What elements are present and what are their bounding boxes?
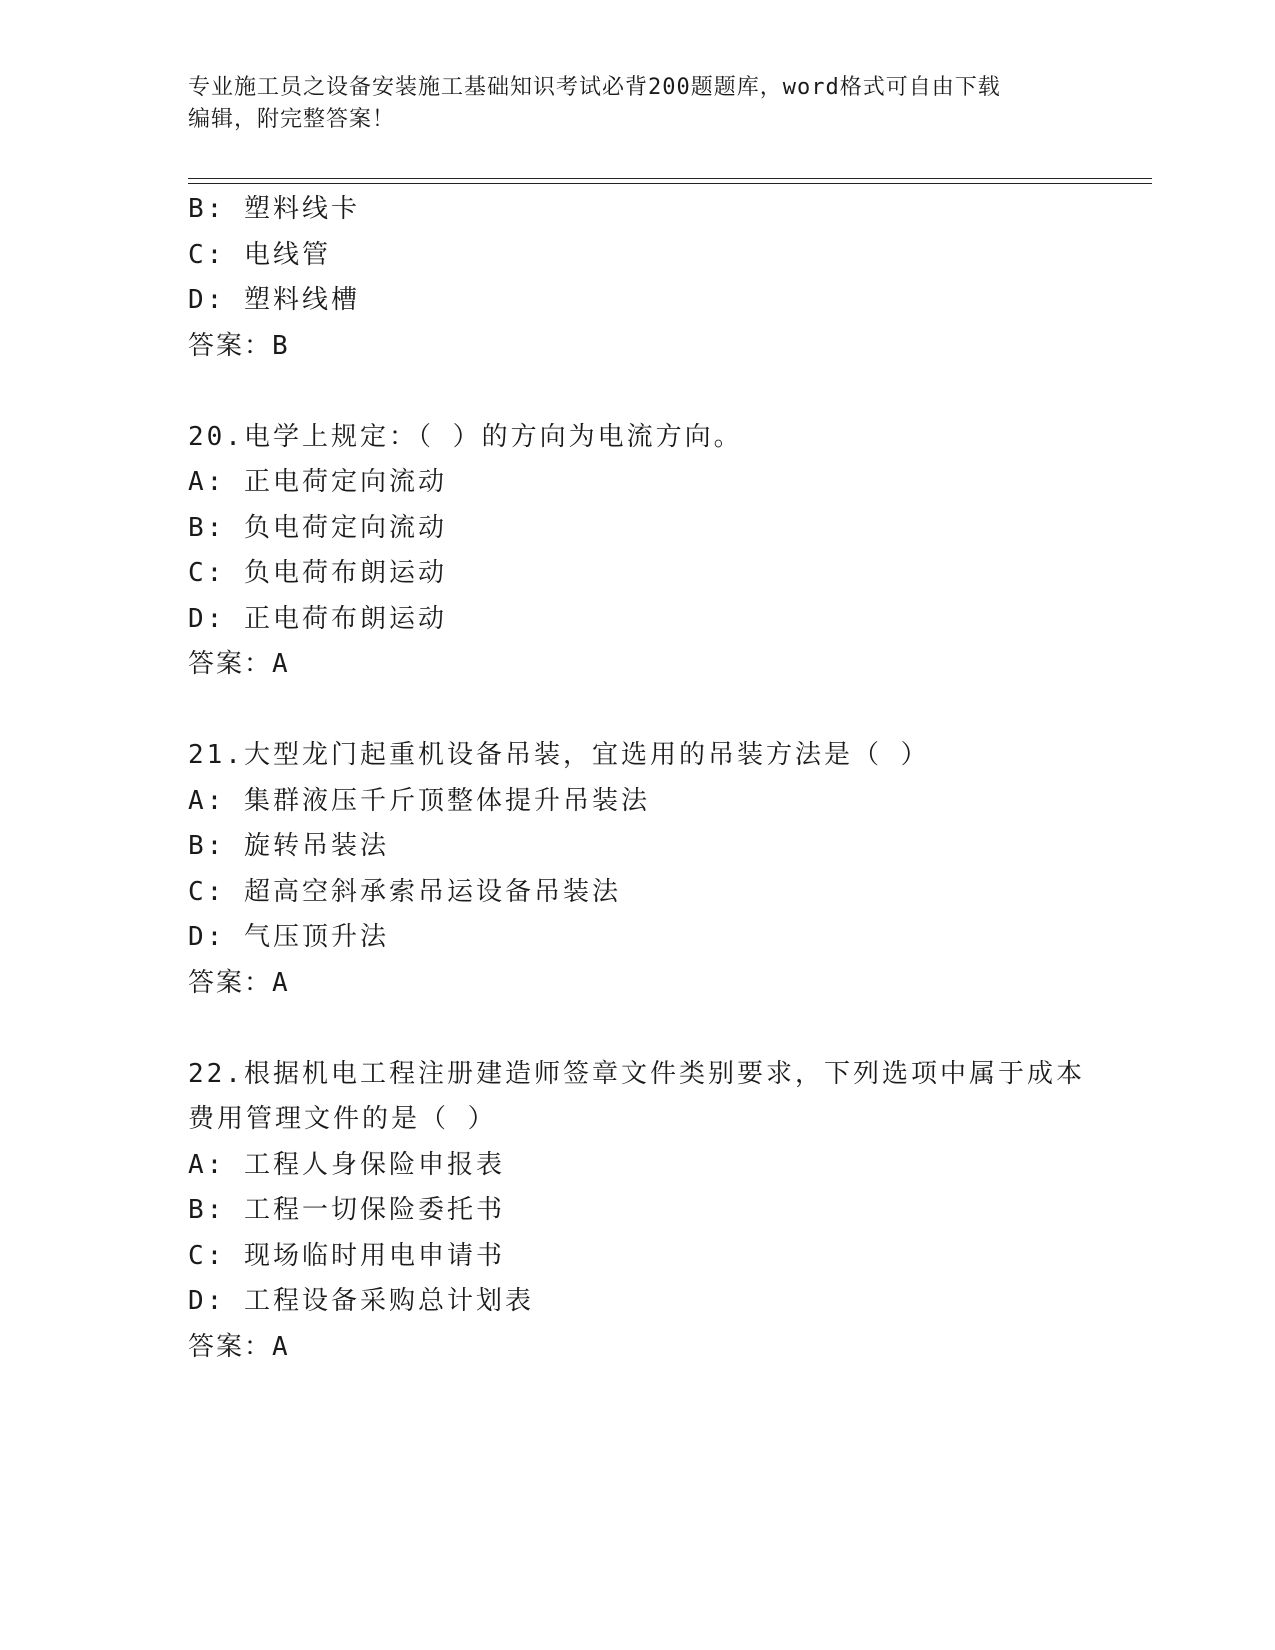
q22-option-b: B: 工程一切保险委托书 (188, 1195, 505, 1225)
document-body (188, 187, 1088, 1370)
q22-option-a: A: 工程人身保险申报表 (188, 1149, 505, 1180)
spacer (188, 369, 1088, 415)
q20-option-b: B: 负电荷定向流动 (188, 512, 447, 543)
question-21-block (188, 733, 1088, 1006)
q22-answer: 答案：A (188, 1331, 290, 1362)
q20-option-a: A: 正电荷定向流动 (188, 467, 447, 497)
q22-question-line-1: 22.根据机电工程注册建造师签章文件类别要求，下列选项中属于成本 (188, 1058, 1085, 1089)
q21-answer: 答案：A (188, 967, 290, 998)
q19-option-c: C: 电线管 (188, 239, 331, 270)
q20-option-d: D: 正电荷布朗运动 (188, 603, 447, 634)
q22-option-d: D: 工程设备采购总计划表 (188, 1286, 534, 1316)
q19-answer: 答案：B (188, 330, 290, 361)
q20-question: 20.电学上规定：（ ）的方向为电流方向。 (188, 421, 743, 452)
header-divider-bottom (188, 183, 1152, 184)
document-header (188, 72, 1088, 136)
q19-option-d: D: 塑料线槽 (188, 285, 360, 315)
q21-option-b: B: 旋转吊装法 (188, 831, 389, 861)
q19-option-b: B: 塑料线卡 (188, 194, 360, 224)
q21-option-a: A: 集群液压千斤顶整体提升吊装法 (188, 785, 650, 816)
q22-option-c: C: 现场临时用电申请书 (188, 1240, 505, 1271)
spacer (188, 1006, 1088, 1052)
header-divider-top (188, 178, 1152, 179)
q21-question: 21.大型龙门起重机设备吊装，宜选用的吊装方法是（ ） (188, 740, 930, 770)
question-19-block (188, 187, 1088, 369)
q20-answer: 答案：A (188, 649, 290, 679)
question-20-block (188, 415, 1088, 688)
header-line-2: 编辑，附完整答案！ (188, 107, 396, 132)
question-22-block (188, 1052, 1088, 1371)
q22-question-line-2: 费用管理文件的是（ ） (188, 1104, 497, 1134)
header-line-1: 专业施工员之设备安装施工基础知识考试必背200题题库，word格式可自由下载 (188, 75, 1001, 100)
spacer (188, 688, 1088, 734)
q21-option-c: C: 超高空斜承索吊运设备吊装法 (188, 876, 621, 907)
q21-option-d: D: 气压顶升法 (188, 922, 389, 952)
q20-option-c: C: 负电荷布朗运动 (188, 558, 447, 588)
